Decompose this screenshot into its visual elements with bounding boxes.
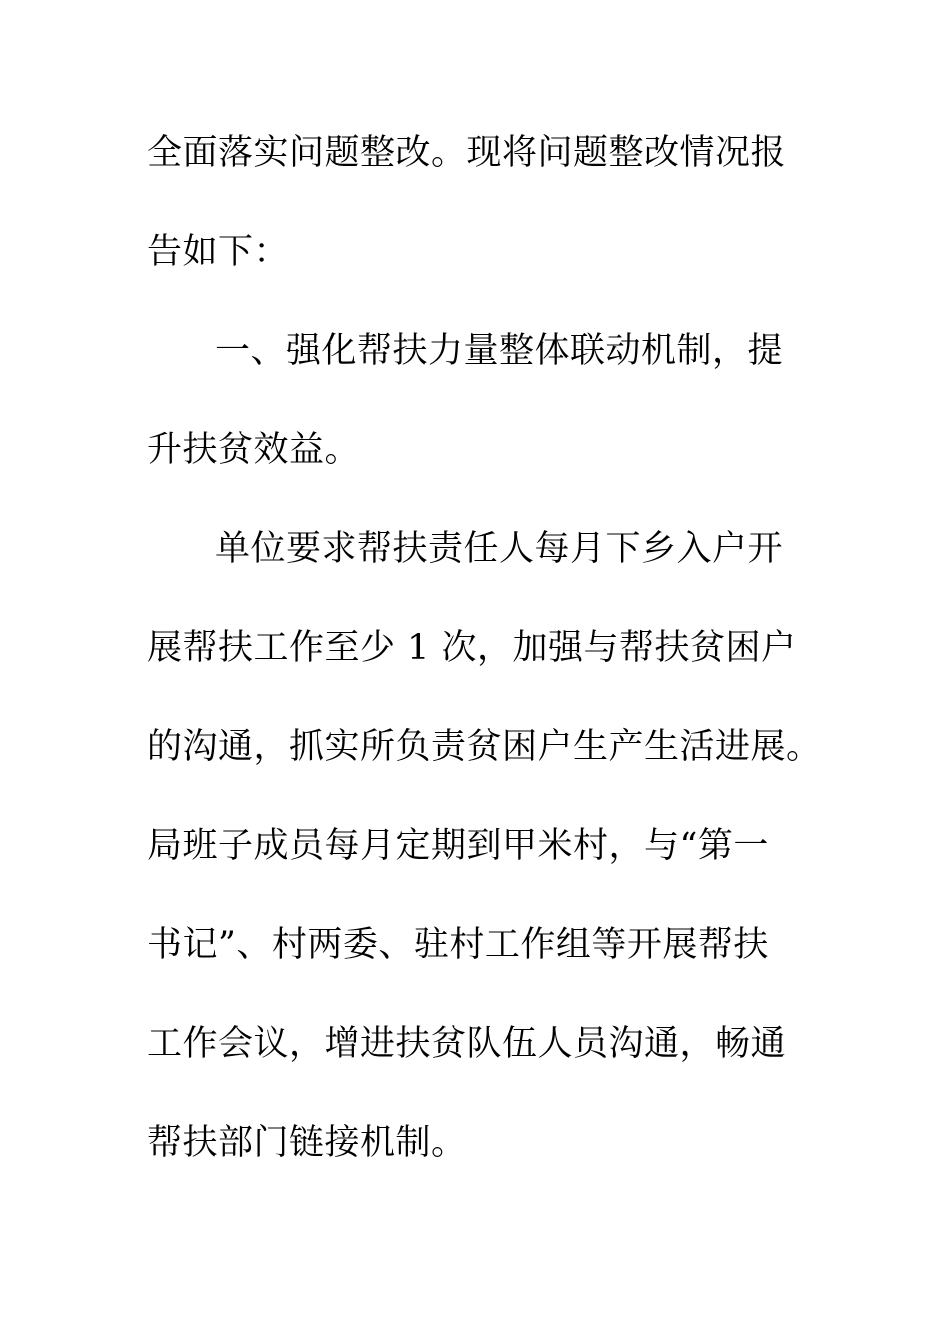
paragraph-line: 工作会议，增进扶贫队伍人员沟通，畅通 xyxy=(147,1024,787,1064)
section-heading-line: 一、强化帮扶力量整体联动机制，提 xyxy=(215,331,784,371)
paragraph-line: 告如下： xyxy=(147,232,290,272)
paragraph-line: 单位要求帮扶责任人每月下乡入户开 xyxy=(215,529,784,569)
paragraph-line: 全面落实问题整改。现将问题整改情况报 xyxy=(147,133,787,173)
paragraph-line: 书记”、村两委、驻村工作组等开展帮扶 xyxy=(147,925,769,965)
paragraph-line: 局班子成员每月定期到甲米村，与“第一 xyxy=(147,826,769,866)
section-heading-line: 升扶贫效益。 xyxy=(147,430,361,470)
paragraph-line: 展帮扶工作至少 1 次，加强与帮扶贫困户 xyxy=(147,628,797,668)
paragraph-line: 的沟通，抓实所负责贫困户生产生活进展。 xyxy=(147,727,822,767)
paragraph-line: 帮扶部门链接机制。 xyxy=(147,1123,467,1163)
